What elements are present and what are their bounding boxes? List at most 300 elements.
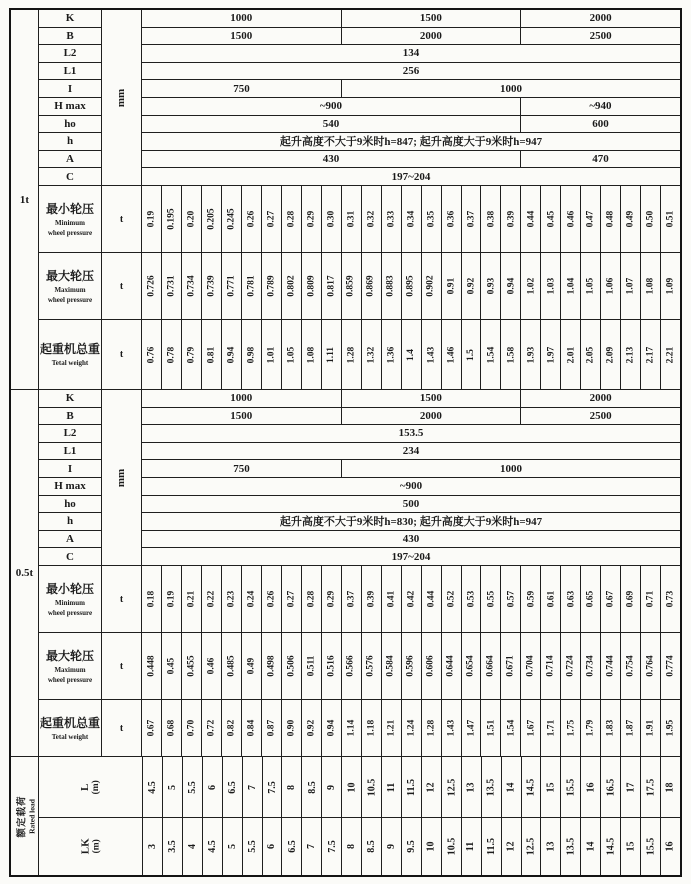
- dim-value-cell: [142, 478, 680, 495]
- dim-value-row-L2: [142, 45, 680, 63]
- value-cell: [462, 633, 482, 699]
- dim-value-cell: [342, 28, 522, 45]
- dim-value: 2500: [589, 409, 612, 422]
- value: 0.781: [246, 275, 257, 297]
- load-rating-cell: [11, 10, 39, 389]
- value: 0.90: [286, 719, 297, 737]
- value: 18: [664, 782, 676, 792]
- span-label-unit: (m): [91, 839, 102, 854]
- value-cell: [382, 633, 402, 699]
- value: 0.44: [525, 210, 536, 228]
- value: 1.36: [386, 346, 397, 363]
- value: 0.26: [246, 210, 257, 228]
- value: 0.30: [326, 210, 337, 228]
- dim-value-cell: [142, 10, 342, 27]
- value-cell: [382, 320, 402, 389]
- value-cell: [482, 757, 502, 817]
- value: 12.5: [445, 778, 457, 796]
- max-wheel-pressure-row: [39, 253, 680, 320]
- dim-value-cell: [142, 116, 521, 133]
- value-cell: [342, 818, 362, 875]
- dim-value: 2000: [419, 409, 442, 422]
- value: 1.07: [625, 277, 636, 295]
- value-cell: [282, 818, 302, 875]
- dim-value: 起升高度不大于9米时h=830; 起升高度大于9米时h=947: [279, 516, 543, 529]
- value: 1.32: [366, 346, 377, 363]
- value: 4.5: [206, 840, 218, 853]
- value-cell: [501, 320, 521, 389]
- value-cell: [641, 253, 661, 319]
- dim-value-row-K: [142, 10, 680, 28]
- value-cell: [162, 253, 182, 319]
- value-cell: [282, 186, 302, 252]
- span-label: [79, 839, 102, 855]
- value-cell: [561, 818, 581, 875]
- dim-value-cell: [142, 443, 680, 460]
- value-cell: [402, 818, 422, 875]
- value: 0.31: [346, 210, 357, 228]
- value: 0.584: [386, 655, 397, 677]
- value-cell: [202, 253, 222, 319]
- value-cell: [183, 818, 203, 875]
- value-cell: [202, 186, 222, 252]
- value-cell: [202, 566, 222, 632]
- row-label-cell: [39, 633, 102, 699]
- value: 0.859: [346, 275, 357, 297]
- dim-value: 540: [322, 117, 340, 130]
- row-unit-cell: [102, 633, 142, 699]
- value-cell: [621, 186, 641, 252]
- value-cell: [601, 757, 621, 817]
- value-cell: [262, 253, 282, 319]
- value-cell: [641, 566, 661, 632]
- value: 14.5: [605, 837, 617, 856]
- value: 11: [465, 841, 477, 852]
- dim-value: 起升高度不大于9米时h=847; 起升高度大于9米时h=947: [279, 136, 543, 149]
- value-cell: [422, 700, 442, 756]
- value: 0.774: [665, 655, 676, 677]
- value: 0.49: [625, 210, 636, 228]
- value: 2.01: [565, 346, 576, 363]
- row-unit: t: [119, 349, 124, 360]
- dim-value-cell: [142, 151, 521, 168]
- dim-value-cell: [142, 548, 680, 565]
- value: 0.59: [525, 590, 536, 608]
- value-cell: [442, 633, 462, 699]
- value: 11.5: [485, 838, 497, 855]
- param-label-cell: [39, 408, 101, 426]
- value: 2.17: [645, 346, 656, 363]
- row-label-cn: 起重机总重: [39, 715, 100, 730]
- dim-value-cell: [521, 10, 680, 27]
- param-label: ho: [64, 497, 76, 510]
- dim-value: 2500: [589, 29, 612, 42]
- dim-value-row-C: [142, 548, 680, 565]
- value: 0.895: [406, 275, 417, 297]
- dim-value-cell: [342, 460, 680, 477]
- dim-value-row-A: [142, 151, 680, 169]
- value-cell: [142, 566, 162, 632]
- param-label: B: [66, 29, 74, 42]
- row-values: [142, 186, 680, 252]
- value-cell: [263, 757, 283, 817]
- value: 0.45: [166, 657, 177, 675]
- value: 0.20: [186, 210, 197, 228]
- row-label-en-line: Maximum: [54, 286, 86, 295]
- value: 1.14: [346, 719, 357, 737]
- value-cell: [561, 320, 581, 389]
- dim-value-row-A: [142, 531, 680, 549]
- value-cell: [462, 320, 482, 389]
- row-label-en: [48, 286, 92, 304]
- value-cell: [222, 700, 242, 756]
- dim-value-cell: [521, 390, 680, 407]
- value-cell: [262, 320, 282, 389]
- value-cell: [302, 633, 322, 699]
- value-cell: [442, 566, 462, 632]
- value-cell: [661, 757, 680, 817]
- value-cell: [223, 757, 243, 817]
- value-cell: [641, 320, 661, 389]
- dim-unit-label: mm: [115, 468, 128, 487]
- row-label-cn: 最大轮压: [45, 269, 94, 284]
- value-cell: [541, 700, 561, 756]
- value: 0.68: [166, 719, 177, 737]
- value: 0.37: [465, 210, 476, 228]
- value-cell: [182, 253, 202, 319]
- value-cell: [422, 186, 442, 252]
- value-cell: [422, 253, 442, 319]
- value: 0.34: [406, 210, 417, 228]
- param-label-cell: [39, 63, 101, 81]
- value-cell: [143, 757, 163, 817]
- value: 0.516: [326, 655, 337, 677]
- value-cell: [163, 818, 183, 875]
- value-cell: [202, 320, 222, 389]
- value-cell: [243, 757, 263, 817]
- param-label: H max: [54, 480, 86, 493]
- row-label-en-line: wheel pressure: [47, 675, 93, 684]
- value-cell: [541, 186, 561, 252]
- value-cell: [142, 253, 162, 319]
- dim-value-cell: [521, 28, 680, 45]
- value-cell: [142, 186, 162, 252]
- value-cell: [442, 818, 462, 875]
- value: 0.55: [485, 590, 496, 608]
- span-LK-row: [39, 818, 680, 875]
- value: 0.92: [465, 277, 476, 295]
- value: 9.5: [405, 840, 417, 853]
- dim-value: 430: [402, 533, 420, 546]
- value: 6.5: [286, 840, 298, 853]
- value: 1.43: [446, 719, 457, 737]
- value: 0.63: [565, 590, 576, 608]
- value-cell: [641, 186, 661, 252]
- span-label-letter: LK: [79, 838, 92, 855]
- dim-value-cell: [142, 28, 342, 45]
- value: 0.35: [426, 210, 437, 228]
- value: 15: [545, 782, 557, 792]
- param-label: L2: [63, 427, 77, 440]
- dim-value-cell: [142, 496, 680, 513]
- dim-value-cell: [142, 133, 680, 150]
- value-cell: [322, 757, 342, 817]
- value: 0.98: [246, 346, 257, 363]
- value-cell: [362, 566, 382, 632]
- dim-value-row-B: [142, 408, 680, 426]
- spec-table: [9, 8, 682, 877]
- value-cell: [661, 186, 680, 252]
- span-label-cell: [39, 757, 143, 817]
- value: 0.28: [306, 590, 317, 608]
- value: 0.52: [446, 590, 457, 608]
- row-unit: t: [119, 660, 124, 672]
- row-unit-cell: [102, 566, 142, 632]
- param-label-cell: [39, 133, 101, 151]
- section-0.5t: [11, 390, 680, 757]
- value-cell: [661, 700, 680, 756]
- param-label-cell: [39, 80, 101, 98]
- value: 0.91: [446, 277, 457, 295]
- value-cell: [222, 633, 242, 699]
- value: 0.734: [186, 275, 197, 297]
- value-cell: [223, 818, 243, 875]
- value-cell: [462, 757, 482, 817]
- min-wheel-pressure-row: [39, 186, 680, 253]
- section-body: [39, 10, 680, 389]
- value-cell: [581, 186, 601, 252]
- value-cell: [182, 700, 202, 756]
- row-label-en-line: wheel pressure: [47, 608, 93, 617]
- value: 1.28: [346, 346, 357, 363]
- value: 0.42: [406, 590, 417, 608]
- param-label: B: [66, 409, 74, 422]
- value-cell: [422, 566, 442, 632]
- value: 0.70: [186, 719, 197, 737]
- dim-value: 1000: [499, 462, 522, 475]
- row-unit: t: [119, 213, 124, 225]
- value-cell: [481, 566, 501, 632]
- row-unit-cell: [102, 700, 142, 756]
- value: 13: [545, 841, 557, 852]
- value: 0.93: [485, 277, 496, 295]
- param-column: [39, 10, 102, 185]
- value: 10: [346, 782, 358, 792]
- dim-value: 1000: [499, 82, 522, 95]
- row-unit-cell: [102, 186, 142, 252]
- load-rating-label: 0.5t: [15, 567, 34, 579]
- min-wheel-pressure-row: [39, 566, 680, 633]
- value-cell: [661, 633, 680, 699]
- value-cell: [442, 757, 462, 817]
- dim-value: 2000: [589, 12, 612, 25]
- value-cell: [581, 633, 601, 699]
- value-cell: [222, 320, 242, 389]
- value-cell: [541, 320, 561, 389]
- rated-load-section: [11, 757, 680, 875]
- dim-value-row-C: [142, 168, 680, 185]
- dim-value: 1500: [230, 409, 253, 422]
- value-cell: [481, 253, 501, 319]
- value: 1.11: [326, 346, 337, 363]
- value-cell: [162, 186, 182, 252]
- value-cell: [362, 700, 382, 756]
- value-cell: [142, 633, 162, 699]
- row-values: [143, 818, 680, 875]
- value-cell: [362, 186, 382, 252]
- value: 1.83: [605, 719, 616, 737]
- value: 5: [166, 784, 178, 790]
- value: 0.644: [446, 655, 457, 677]
- row-label-cn: 最小轮压: [45, 582, 94, 597]
- value-cell: [222, 253, 242, 319]
- span-label-cell: [39, 818, 143, 875]
- value-cell: [302, 566, 322, 632]
- param-label-cell: [39, 513, 101, 531]
- value-cell: [163, 757, 183, 817]
- param-label: L2: [63, 47, 77, 60]
- value-cell: [501, 566, 521, 632]
- value: 9: [326, 784, 338, 790]
- value: 0.28: [286, 210, 297, 228]
- value-cell: [362, 818, 382, 875]
- value-cell: [282, 253, 302, 319]
- value: 3: [146, 844, 158, 849]
- value: 0.76: [146, 346, 157, 363]
- value-cell: [222, 566, 242, 632]
- value-cell: [382, 566, 402, 632]
- value: 11: [386, 782, 398, 792]
- value-cell: [481, 633, 501, 699]
- param-label-cell: [39, 443, 101, 461]
- param-label: K: [65, 12, 75, 25]
- value: 8: [346, 844, 358, 849]
- value-cell: [661, 818, 680, 875]
- dim-value-cell: [142, 45, 680, 62]
- value: 0.53: [465, 590, 476, 608]
- value: 13.5: [485, 778, 497, 796]
- param-label: I: [67, 82, 73, 95]
- value-cell: [242, 186, 262, 252]
- value-cell: [561, 700, 581, 756]
- value-cell: [322, 633, 342, 699]
- value: 0.511: [306, 655, 317, 677]
- value: 0.73: [665, 590, 676, 608]
- value: 1.4: [406, 348, 417, 361]
- param-label: L1: [63, 445, 77, 458]
- value-cell: [462, 566, 482, 632]
- value-cell: [202, 633, 222, 699]
- value: 7.5: [326, 840, 338, 853]
- value-cell: [541, 757, 561, 817]
- value-cell: [142, 700, 162, 756]
- value: 11.5: [405, 778, 417, 796]
- value: 0.654: [465, 655, 476, 677]
- value: 0.731: [166, 275, 177, 297]
- row-label-en: [52, 359, 89, 368]
- value: 0.744: [605, 655, 616, 677]
- value-cell: [501, 253, 521, 319]
- value-cell: [182, 186, 202, 252]
- param-label-cell: [39, 531, 101, 549]
- dim-value: 500: [402, 497, 420, 510]
- value: 0.809: [306, 275, 317, 297]
- value-cell: [601, 253, 621, 319]
- value: 0.72: [206, 719, 217, 737]
- param-label-cell: [39, 45, 101, 63]
- value: 12: [425, 782, 437, 792]
- max-wheel-pressure-row: [39, 633, 680, 700]
- row-label-cell: [39, 566, 102, 632]
- value: 17: [625, 782, 637, 792]
- value-cell: [521, 320, 541, 389]
- load-rating-cell: [11, 390, 39, 756]
- value-cell: [183, 757, 203, 817]
- value: 1.95: [665, 719, 676, 737]
- value-cell: [282, 757, 302, 817]
- param-label: H max: [54, 100, 86, 113]
- dim-unit-cell: [102, 390, 142, 565]
- value-cell: [641, 633, 661, 699]
- dim-value-cell: [142, 531, 680, 548]
- dim-value: 197~204: [391, 170, 431, 183]
- dim-value: 256: [402, 65, 420, 78]
- value-cell: [402, 757, 422, 817]
- value-cell: [481, 320, 501, 389]
- value-cell: [621, 757, 641, 817]
- value-cell: [581, 700, 601, 756]
- value-cell: [282, 700, 302, 756]
- param-label: L1: [63, 65, 77, 78]
- row-label-en-line: wheel pressure: [47, 228, 93, 237]
- dim-value: 197~204: [391, 550, 431, 563]
- value: 1.58: [505, 346, 516, 363]
- value: 0.50: [645, 210, 656, 228]
- value-cell: [322, 320, 342, 389]
- value-cell: [561, 633, 581, 699]
- dim-value-row-ho: [142, 116, 680, 134]
- value: 1.5: [465, 348, 476, 361]
- value: 0.47: [585, 210, 596, 228]
- value: 0.18: [146, 590, 157, 608]
- crane-total-weight-row: [39, 700, 680, 756]
- value: 6: [266, 844, 278, 849]
- dim-unit-cell: [102, 10, 142, 185]
- param-label: C: [66, 550, 74, 563]
- param-label: A: [66, 153, 74, 166]
- value-cell: [481, 186, 501, 252]
- value-cell: [601, 633, 621, 699]
- load-rating-label: 1t: [19, 193, 30, 206]
- value-cell: [581, 818, 601, 875]
- value: 1.05: [286, 346, 297, 363]
- value: 0.23: [226, 590, 237, 608]
- value: 1.01: [266, 346, 277, 363]
- row-label-cn: 最大轮压: [45, 649, 94, 664]
- value: 8: [286, 784, 298, 790]
- dim-value: 1000: [230, 12, 253, 25]
- value: 1.05: [585, 277, 596, 295]
- span-label: [79, 780, 102, 794]
- param-label-cell: [39, 151, 101, 169]
- row-label-cell: [39, 253, 102, 319]
- rated-load-label: [13, 795, 36, 837]
- value: 13: [465, 782, 477, 792]
- value: 15: [625, 841, 637, 852]
- value-cell: [661, 566, 680, 632]
- value-cell: [641, 757, 661, 817]
- value-cell: [641, 700, 661, 756]
